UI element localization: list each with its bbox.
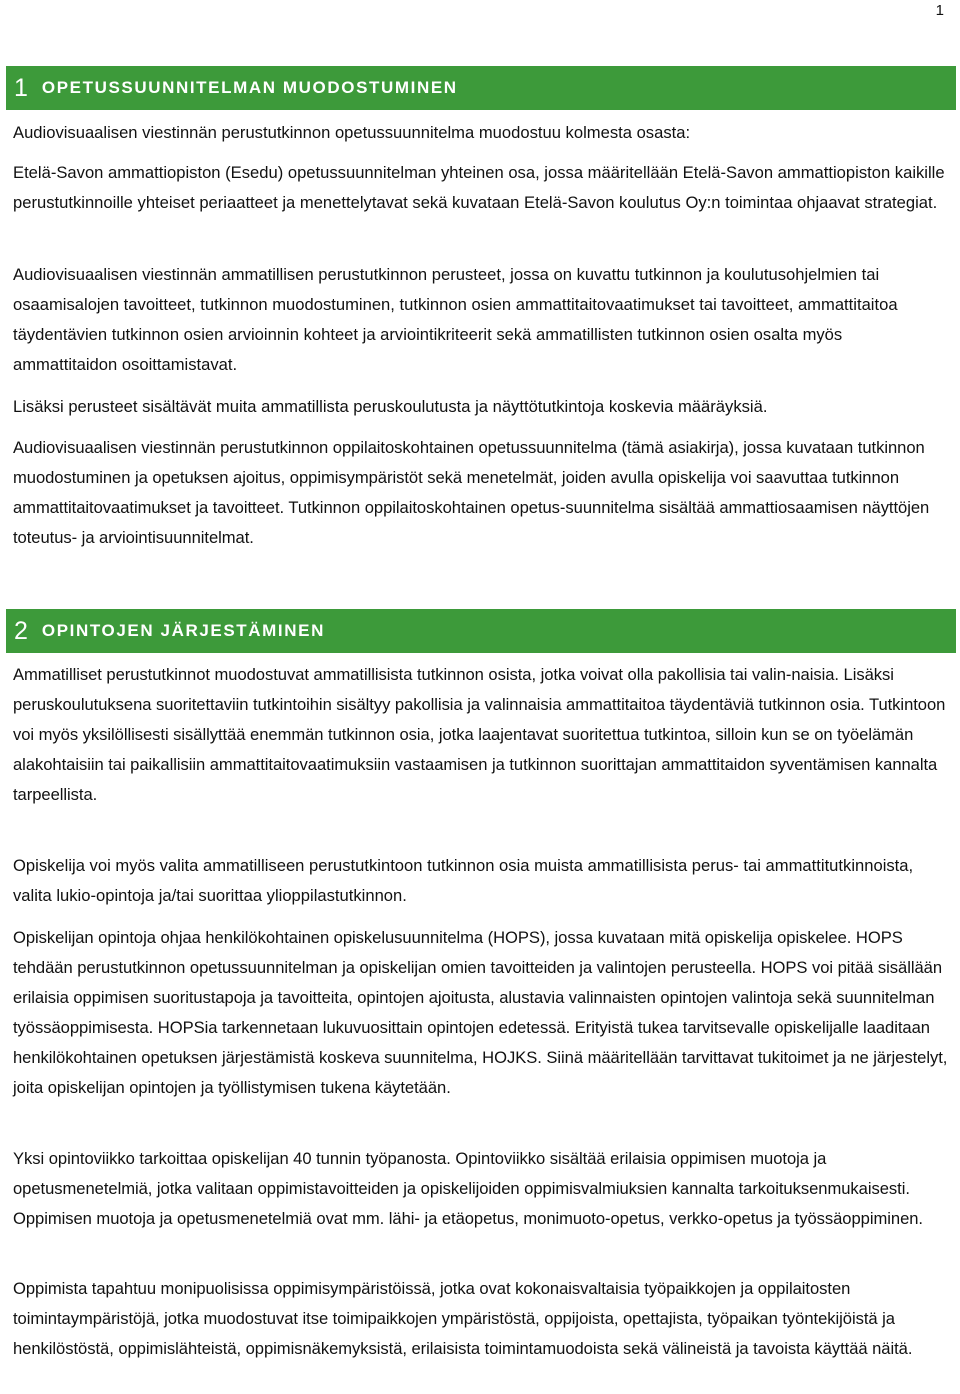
paragraph: Audiovisuaalisen viestinnän perustutkinnon oppilaitoskohtainen opetussuunnitelma (tämä asiakirja), jossa kuvataan tutkinnon muodostuminen ja opetuksen ajoitus, oppimisympäristöt sekä menetelmät, joiden avulla opiskelija voi saavuttaa tutkinnon ammattitaitovaatimukset ja tavoitteet. Tutkinnon oppilaitoskohtainen opetus-suunnitelma sisältää ammattiosaamisen näyttöjen toteutus- ja arviointisuunnitelmat. xyxy=(13,438,930,547)
section-title: OPINTOJEN JÄRJESTÄMINEN xyxy=(41,621,325,640)
section-title: OPETUSSUUNNITELMAN MUODOSTUMINEN xyxy=(41,78,458,97)
page-number: 1 xyxy=(935,2,944,19)
paragraph: Opiskelijan opintoja ohjaa henkilökohtainen opiskelusuunnitelma (HOPS), jossa kuvataan mitä opiskelija opiskelee. HOPS tehdään perustutkinnon opetussuunnitelman ja opiskelijan omien tavoitteiden ja valintojen perusteella. HOPS voi pitää sisällään erilaisia oppimisen suoritustapoja ja tavoitteita, opintojen ajoitusta, alustavia valinnaisten opintojen valintoja sekä suunnitelman työssäoppimisesta. HOPSia tarkennetaan lukuvuosittain opintojen edetessä. Erityistä tukea tarvitsevalle opiskelijalle laaditaan henkilökohtainen opetuksen järjestämistä koskeva suunnitelma, HOJKS. Siinä määritellään tarvittavat tukitoimet ja ne järjestelyt, joita opiskelijan opintojen ja työllistymisen tukena käytetään. xyxy=(13,928,948,1097)
paragraph: Yksi opintoviikko tarkoittaa opiskelijan 40 tunnin työpanosta. Opintoviikko sisältää erilaisia oppimisen muotoja ja opetusmenetelmiä, jotka valitaan oppimistavoitteiden ja opiskelijoiden oppimisvalmiuksien kannalta tarkoituksenmukaisesti. Oppimisen muotoja ja opetusmenetelmiä ovat mm. lähi- ja etäopetus, monimuoto-opetus, verkko-opetus ja työssäoppiminen. xyxy=(13,1149,923,1228)
paragraph: Etelä-Savon ammattiopiston (Esedu) opetussuunnitelman yhteinen osa, jossa määritellään Etelä-Savon ammattiopiston kaikille perustutkinnoille yhteiset periaatteet ja menettelytavat sekä kuvataan Etelä-Savon koulutus Oy:n toimintaa ohjaavat strategiat. xyxy=(13,163,945,212)
paragraph: Oppimista tapahtuu monipuolisissa oppimisympäristöissä, jotka ovat kokonaisvaltaisia työpaikkojen ja oppilaitosten toimintaympäristöjä, jotka muodostuvat itse toimipaikkojen ympäristöstä, oppijoista, opettajista, työpaikan työntekijöistä ja henkilöstöstä, oppimislähteistä, oppimisnäkemyksistä, erilaisista toimintamuodoista sekä välineistä ja tavoista käyttää näitä. xyxy=(13,1279,913,1358)
paragraph: Audiovisuaalisen viestinnän perustutkinnon opetussuunnitelma muodostuu kolmesta osasta: xyxy=(13,123,691,142)
section-number: 2 xyxy=(14,616,28,645)
paragraph: Opiskelija voi myös valita ammatilliseen perustutkintoon tutkinnon osia muista ammatillisista perus- tai ammattitutkinnoista, valita lukio-opintoja ja/tai suorittaa ylioppilastutkinnon. xyxy=(13,856,914,905)
section-number: 1 xyxy=(14,73,28,102)
paragraph: Ammatilliset perustutkinnot muodostuvat ammatillisista tutkinnon osista, jotka voivat olla pakollisia tai valin-naisia. Lisäksi peruskoulutuksena suoritettaviin tutkintoihin sisältyy pakollisia ja valinnaisia ammattitaitoa täydentäviä tutkinnon osia. Tutkintoon voi myös yksilöllisesti sisällyttää enemmän tutkinnon osia, jotka laajentavat suoritettua tutkintoa, silloin kun se on työelämän alakohtaisiin tai paikallisiin ammattitaitovaatimuksiin vastaamisen ja tutkinnon suorittajan ammattitaidon syventämisen kannalta tarpeellista. xyxy=(13,665,946,804)
paragraph: Lisäksi perusteet sisältävät muita ammatillista peruskoulutusta ja näyttötutkintoja koskevia määräyksiä. xyxy=(13,397,768,416)
paragraph: Audiovisuaalisen viestinnän ammatillisen perustutkinnon perusteet, jossa on kuvattu tutkinnon ja koulutusohjelmien tai osaamisalojen tavoitteet, tutkinnon muodostuminen, tutkinnon osien ammattitaitovaatimukset tai tavoitteet, ammattitaitoa täydentävien tutkinnon osien arvioinnin kohteet ja arviointikriteerit sekä ammatillisten tutkinnon osien osalta myös ammattitaidon osoittamistavat. xyxy=(13,265,898,374)
section-heading-2 xyxy=(6,609,956,653)
section-heading-1 xyxy=(6,66,956,110)
